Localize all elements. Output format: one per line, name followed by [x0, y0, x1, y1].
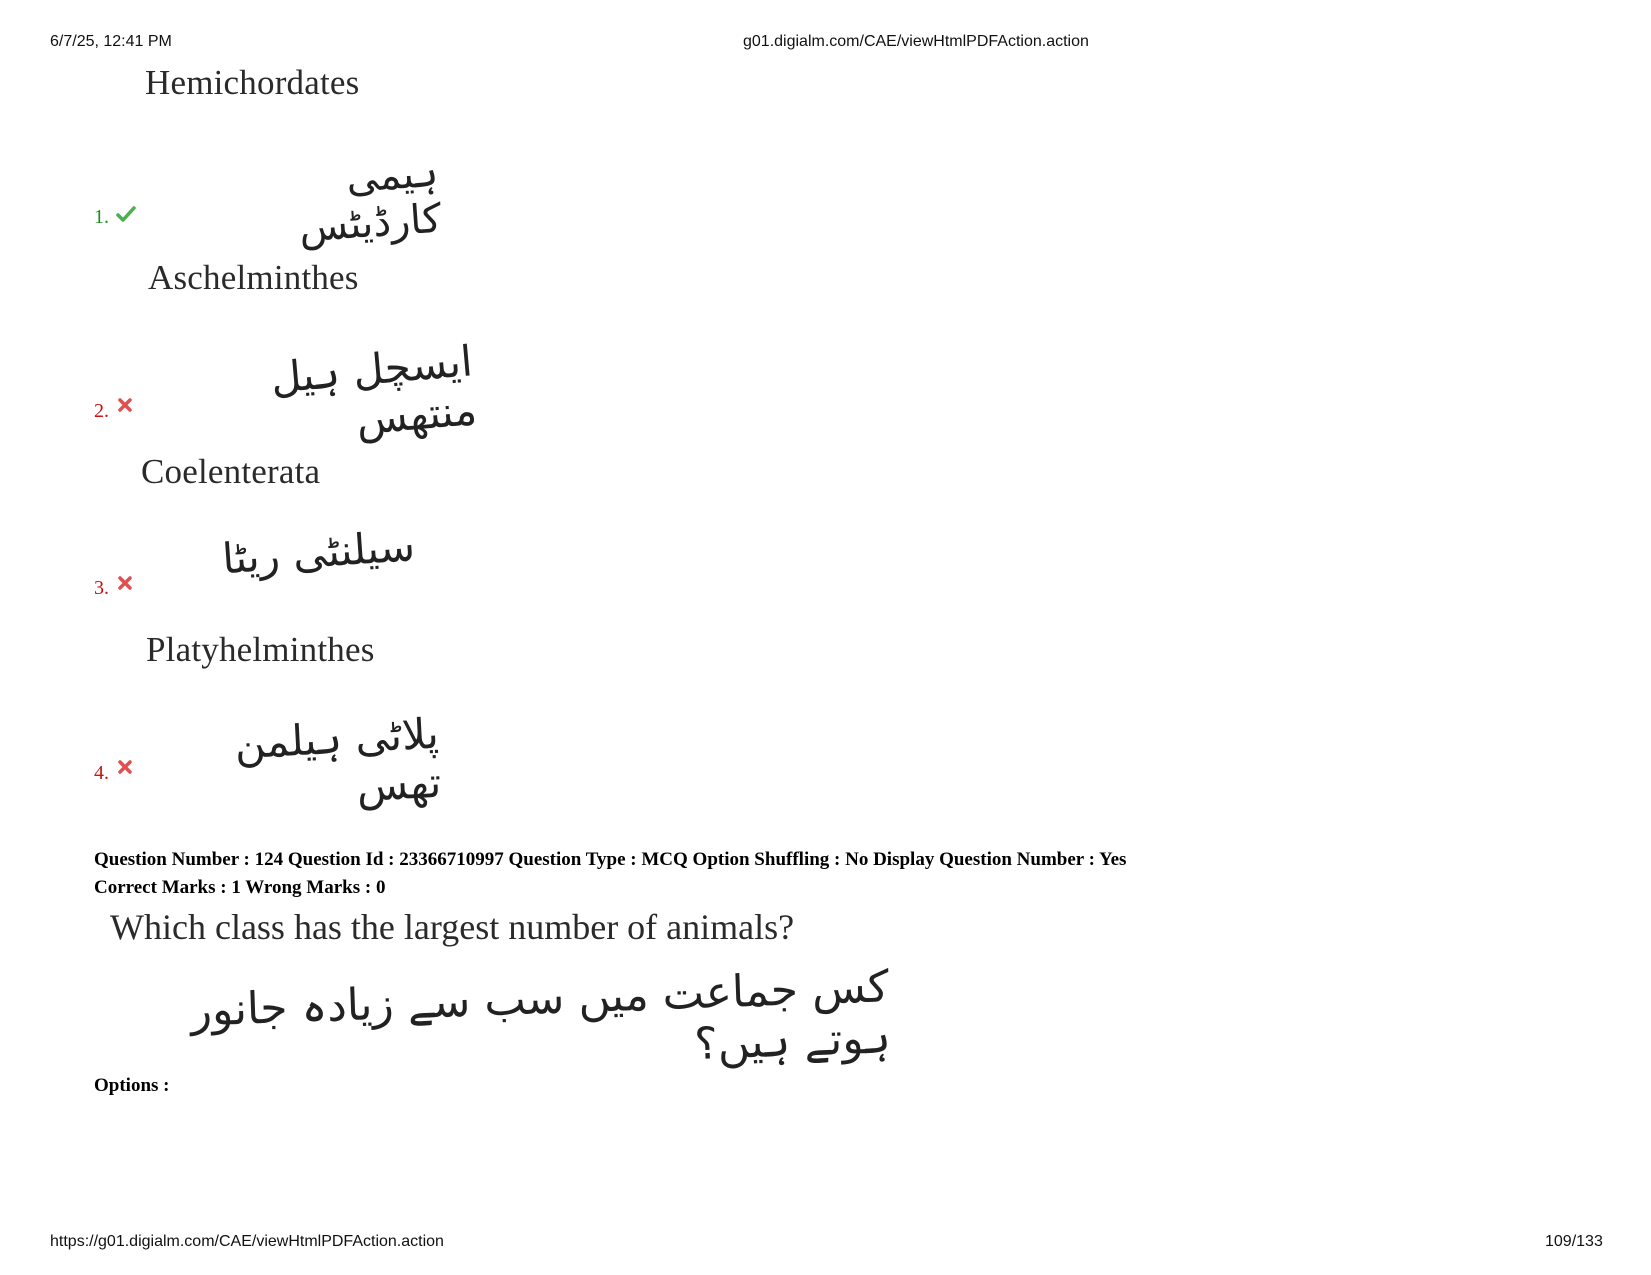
- option-4-english: Platyhelminthes: [146, 630, 375, 669]
- option-2-urdu: ایسچل ہیل منتھس: [268, 336, 479, 445]
- option-3-urdu: سیلنٹی ریٹا: [220, 521, 417, 584]
- option-1-urdu: ہیمی کارڈیٹس: [297, 149, 443, 252]
- question-text-english: Which class has the largest number of animals?: [110, 907, 795, 947]
- print-footer-url: https://g01.digialm.com/CAE/viewHtmlPDFAction.action: [50, 1233, 444, 1250]
- option-2-english: Aschelminthes: [148, 258, 359, 297]
- cross-icon: [118, 760, 132, 774]
- option-4-urdu: پلاٹی ہیلمن تھس: [233, 708, 443, 812]
- option-1-english: Hemichordates: [145, 63, 360, 102]
- question-meta-line2: Correct Marks : 1 Wrong Marks : 0: [94, 877, 386, 898]
- question-meta-line1: Question Number : 124 Question Id : 23366710997 Question Type : MCQ Option Shuffling : No Display Question Number : Yes: [94, 849, 1127, 870]
- option-1-number: 1.: [94, 206, 109, 228]
- check-icon: [116, 206, 136, 222]
- option-3-number: 3.: [94, 577, 109, 599]
- print-header-url: g01.digialm.com/CAE/viewHtmlPDFAction.action: [743, 33, 1089, 50]
- option-3-english: Coelenterata: [141, 452, 321, 491]
- print-datetime: 6/7/25, 12:41 PM: [50, 33, 172, 50]
- option-2-number: 2.: [94, 400, 109, 422]
- option-4-number: 4.: [94, 762, 109, 784]
- cross-icon: [118, 576, 132, 590]
- cross-icon: [118, 398, 132, 412]
- page-number: 109/133: [1545, 1233, 1603, 1250]
- options-label: Options :: [94, 1075, 170, 1096]
- question-text-urdu: کس جماعت میں سب سے زیادہ جانور ہوتے ہیں؟: [189, 961, 892, 1071]
